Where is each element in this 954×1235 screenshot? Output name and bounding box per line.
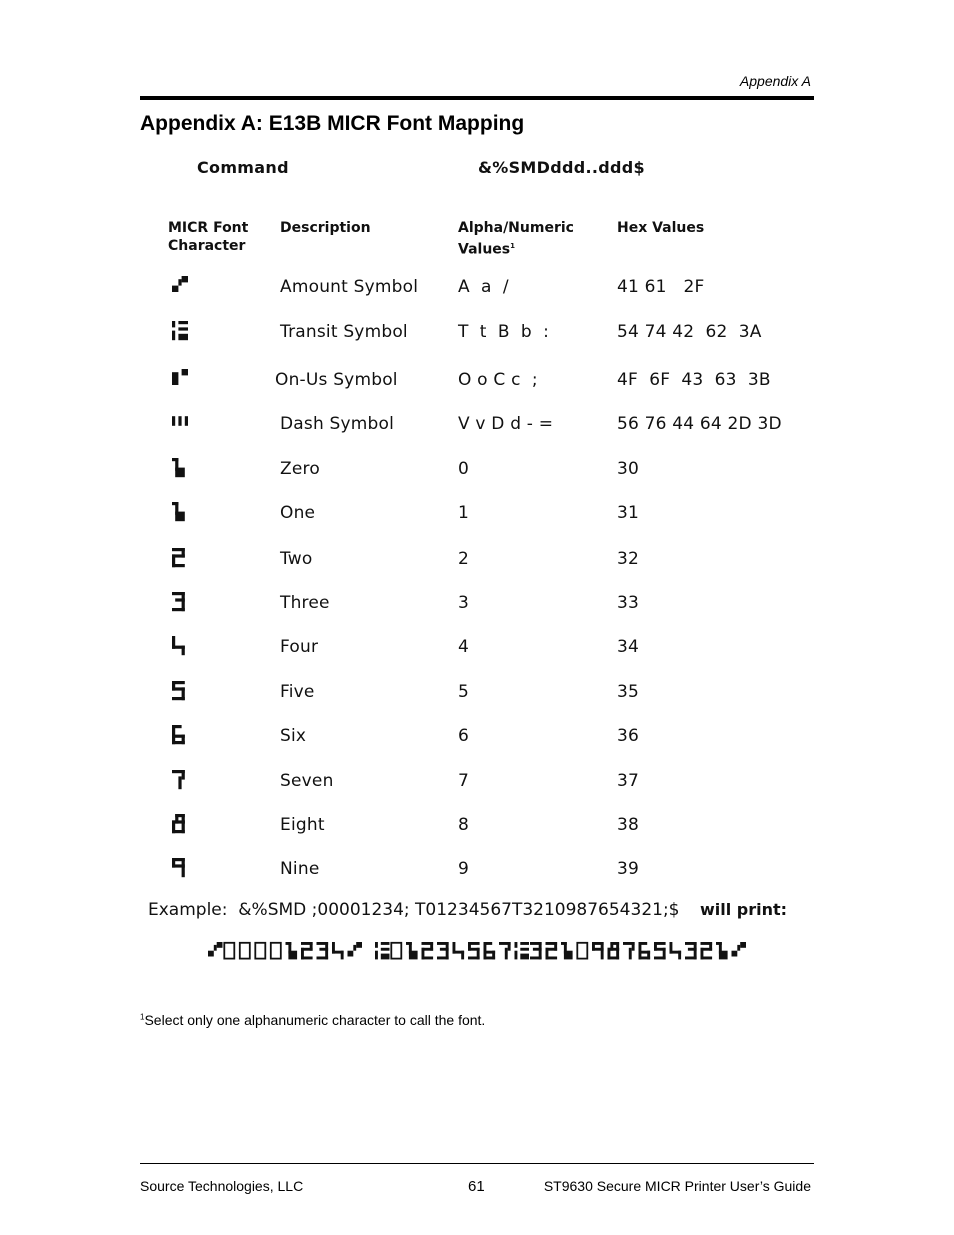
row-hex-values: 32 [617, 549, 640, 569]
row-description: Dash Symbol [280, 414, 395, 434]
footer-doc-title: ST9630 Secure MICR Printer User’s Guide [543, 1178, 811, 1194]
row-description: Six [280, 726, 307, 746]
micr-output-char [484, 942, 496, 959]
micr-output-char [530, 942, 542, 959]
micr-output-char [701, 942, 713, 959]
example-text: Example: &%SMD ;00001234; T01234567T3210987654321;$ [148, 900, 680, 920]
row-alpha-values: 8 [458, 815, 470, 835]
row-description: Transit Symbol [280, 322, 408, 342]
command-value: &%SMDddd..ddd$ [478, 158, 645, 177]
row-alpha-values: 6 [458, 726, 470, 746]
row-description: Zero [280, 459, 320, 479]
micr-output-char [608, 942, 620, 959]
on-us-symbol-icon [172, 369, 191, 391]
amount-symbol-icon [172, 276, 191, 298]
row-alpha-values: T t B b : [458, 322, 550, 342]
micr-3-icon [172, 592, 191, 614]
micr-output-char [468, 942, 480, 959]
will-print-label: will print: [700, 900, 788, 919]
row-hex-values: 35 [617, 682, 640, 702]
micr-output-char [515, 942, 530, 959]
row-description: Nine [280, 859, 320, 879]
micr-output-char [437, 942, 449, 959]
row-hex-values: 37 [617, 771, 640, 791]
micr-output-char [332, 942, 344, 959]
micr-output-char [685, 942, 697, 959]
row-alpha-values: O o C c ; [458, 370, 538, 390]
micr-output-char [224, 943, 234, 959]
micr-output-char [317, 942, 329, 959]
micr-output-char [577, 943, 587, 959]
micr-output-char [255, 943, 265, 959]
header-section-label: Appendix A [739, 73, 811, 89]
page-number: 61 [468, 1178, 485, 1195]
row-alpha-values: A a / [458, 277, 509, 297]
row-alpha-values: 3 [458, 593, 470, 613]
row-hex-values: 38 [617, 815, 640, 835]
micr-output-char [732, 942, 747, 957]
micr-output-char [271, 943, 281, 959]
row-hex-values: 54 74 42 62 3A [617, 322, 762, 342]
row-hex-values: 33 [617, 593, 640, 613]
micr-output-char [422, 942, 434, 959]
micr-output-char [208, 942, 223, 957]
row-description: Five [280, 682, 315, 702]
micr-output-char [301, 942, 313, 959]
row-hex-values: 41 61 2F [617, 277, 705, 297]
row-alpha-values: 5 [458, 682, 470, 702]
row-description: Eight [280, 815, 325, 835]
command-label: Command [197, 158, 289, 177]
micr-5-icon [172, 681, 191, 703]
micr-7-icon [172, 770, 191, 792]
col-header-alpha-numeric: Alpha/Numeric Values$^1$ [458, 220, 574, 258]
micr-9-icon [172, 858, 191, 880]
micr-output-char [499, 942, 511, 959]
micr-output-char [348, 942, 363, 957]
micr-output-char [391, 943, 401, 959]
micr-1-icon [172, 502, 191, 524]
row-alpha-values: V v D d - = [458, 414, 554, 434]
row-hex-values: 4F 6F 43 63 3B [617, 370, 771, 390]
footnote: $^1$Select only one alphanumeric character to call the font. [140, 1012, 486, 1028]
micr-output-char [561, 942, 573, 959]
micr-output-char [716, 942, 728, 959]
micr-output-char [592, 942, 604, 959]
micr-6-icon [172, 725, 191, 747]
micr-0-icon [172, 458, 191, 480]
micr-output-char [670, 942, 682, 959]
row-alpha-values: 9 [458, 859, 470, 879]
micr-output-char [453, 942, 465, 959]
row-hex-values: 34 [617, 637, 640, 657]
micr-output-char [639, 942, 651, 959]
row-alpha-values: 0 [458, 459, 470, 479]
row-description: Three [280, 593, 330, 613]
micr-output-char [375, 942, 390, 959]
micr-8-icon [172, 814, 191, 836]
row-hex-values: 30 [617, 459, 640, 479]
row-hex-values: 56 76 44 64 2D 3D [617, 414, 782, 434]
footer-rule [140, 1163, 814, 1164]
row-description: Seven [280, 771, 334, 791]
row-alpha-values: 4 [458, 637, 470, 657]
micr-output-line [208, 938, 808, 964]
row-hex-values: 31 [617, 503, 640, 523]
page-title: Appendix A: E13B MICR Font Mapping [140, 112, 525, 135]
micr-output-char [546, 942, 558, 959]
dash-symbol-icon [172, 413, 191, 435]
row-alpha-values: 1 [458, 503, 470, 523]
row-alpha-values: 7 [458, 771, 470, 791]
row-alpha-values: 2 [458, 549, 470, 569]
row-hex-values: 39 [617, 859, 640, 879]
col-header-description: Description [280, 220, 371, 236]
micr-output-char [240, 943, 250, 959]
micr-4-icon [172, 636, 191, 658]
transit-symbol-icon [172, 321, 191, 343]
micr-output-char [406, 942, 418, 959]
row-description: Two [280, 549, 313, 569]
row-hex-values: 36 [617, 726, 640, 746]
micr-output-char [654, 942, 666, 959]
micr-output-char [623, 942, 635, 959]
row-description: Four [280, 637, 319, 657]
row-description: One [280, 503, 316, 523]
col-header-micr-char: MICR Font Character [168, 220, 249, 254]
col-header-hex: Hex Values [617, 220, 705, 236]
row-description: Amount Symbol [280, 277, 419, 297]
header-rule [140, 96, 814, 100]
footer-company: Source Technologies, LLC [140, 1178, 304, 1194]
micr-output-char [286, 942, 298, 959]
micr-2-icon [172, 548, 191, 570]
row-description: On-Us Symbol [275, 370, 398, 390]
